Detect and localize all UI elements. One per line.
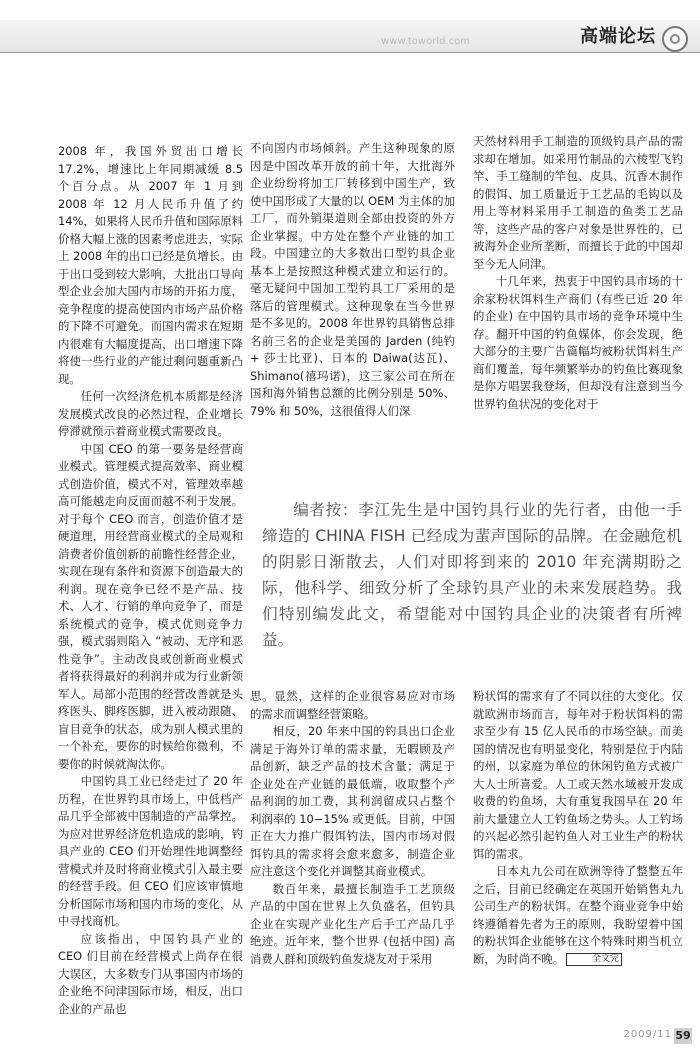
paragraph: 应该指出，中国钓具产业的 CEO 们目前在经营模式上尚存在很大误区，大多数专门从事国内市场的企业绝不问津国际市场，相反，出口企业的产品也 [58, 931, 243, 1016]
article-column-1 [58, 143, 243, 1018]
magazine-logo-icon [662, 26, 688, 52]
paragraph: 数百年来，最擅长制造手工艺顶级产品的中国在世界上久负盛名，但钓具企业在实现产业化生产后手工产品几乎绝迹。近年来，整个世界 (包括中国) 高消费人群和顶级钓鱼发烧友对于采用 [250, 881, 455, 966]
paragraph [473, 863, 683, 968]
article-column-2-bottom [250, 688, 455, 968]
paragraph: 相反，20 年来中国的钓具出口企业满足于海外订单的需求量，无暇顾及产品创新，缺乏产品的技术含量；满足于企业处在产业链的最低端，收取整个产品利润的加工费，其利润留成只占整个利润率的 10−15% 或更低。目前，中国正在大力推广假饵钓法，国内市场对假饵钓具的需求将会愈来愈多，制造企业应注意这个变化并调整其商业模式。 [250, 724, 455, 878]
paragraph: 2008 年，我国外贸出口增长 17.2%，增速比上年同期减缓 8.5 个百分点。从 2007 年 1 月到 2008 年 12 月人民币升值了约 14%，如果将人民币升值和国际原料价格大幅上涨的因素考虑进去，实际上 2008 年的出口已经是负增长。由于出口受到较大影响，大批出口导向型企业会加大国内市场的开拓力度，竞争程度的提高使国内市场产品价格的下降不可避免。而国内需求在短期内很难有大幅度提高，出口增速下降将使一些行业的产能过剩问题重新凸现。 [58, 144, 243, 386]
paragraph: 思。显然，这样的企业很容易应对市场的需求而调整经营策略。 [250, 689, 455, 721]
paragraph-text: 日本丸九公司在欧洲等待了整整五年之后，目前已经确定在英国开始销售丸九公司生产的粉状饵。在整个商业竞争中始终遵循着先者为王的原则，我盼望着中国的粉状饵企业能够在这个特殊时期当机立断，为时尚不晚。 [473, 864, 683, 966]
page-number: 59 [675, 1029, 691, 1042]
paragraph: 中国钓具工业已经走过了 20 年历程，在世界钓具市场上，中低档产品几乎全部被中国制造的产品掌控。为应对世界经济危机造成的影响，钓具产业的 CEO 们开始理性地调整经营模式并及时将商业模式引入最主要的经营手段。但 CEO 们应该审慎地分析国际市场和国内市场的变化，从中寻找商机。 [58, 774, 243, 928]
paragraph: 中国 CEO 的第一要务是经营商业模式。管理模式提高效率、商业模式创造价值，模式不对，管理效率越高可能越走向反面而越不利于发展。对于每个 CEO 而言，创造价值才是硬道理，用经营商业模式的全局观和消费者价值创新的前瞻性经营企业，实现在现有条件和资源下创造最大的利润。现在竞争已经不是产品、技术、人才、行销的单向竞争了，而是系统模式的竞争，模式优则竞争力强，模式弱则陷入 “被动、无序和恶性竞争”。主动改良或创新商业模式者将获得最好的利润并成为行业新领军人。局部小范围的经营改善就是头疼医头、脚疼医脚，进入被动跟随、盲目竞争的状态，成为别人模式里的一个补充，要你的时候给你微利，不要你的时候就淘汰你。 [58, 441, 243, 771]
paragraph: 天然材料用手工制造的顶级钓具产品的需求却在增加。如采用竹制品的六棱型飞钓竿、手工缝制的竿包、皮具、沉香木制作的假饵、加工质量近于工艺品的毛钩以及用上等材料采用手工制造的鱼类工艺品等，这些产品的客户对象是世界性的，已被海外企业所垄断，而擅长于此的中国却至今无人问津。 [473, 134, 683, 271]
paragraph: 粉状饵的需求有了不同以往的大变化。仅就欧洲市场而言，每年对于粉状饵料的需求至少有 15 亿人民币的市场空缺。而美国的情况也有明显变化，特别是位于内陆的州，以家庭为单位的休闲钓鱼方式被广大人士所喜爱。人工或天然水域被开发成收费的钓鱼场，大有重复我国早在 20 年前大量建立人工钓鱼场之势头。人工钓场的兴起必然引起钓鱼人对工业生产的粉状饵的需求。 [473, 689, 683, 861]
article-column-3-bottom [473, 688, 683, 968]
article-column-2-top [250, 140, 455, 420]
header-rule [0, 52, 700, 53]
header-watermark: www.toworld.com [381, 36, 470, 47]
end-mark: 全文完 [566, 953, 622, 966]
issue-date: 2009/11 [623, 1029, 672, 1040]
paragraph: 十几年来，热衷于中国钓具市场的十余家粉状饵料生产商们 (有些已近 20 年的企业) 在中国钓具市场的竞争环境中生存。翻开中国的钓鱼媒体，你会发现，绝大部分的主要广告篇幅均被粉状饵料生产商们覆盖，每年频繁举办的钓鱼比赛现象是你方唱罢我登场，但却没有注意到当今世界钓鱼状况的变化对于 [473, 274, 683, 411]
paragraph: 不向国内市场倾斜。产生这种现象的原因是中国改革开放的前十年，大批海外企业纷纷将加工厂转移到中国生产，致使中国形成了大量的以 OEM 为主体的加工厂，而外销渠道则全部由投资的外方企业掌握。中方处在整个产业链的加工段。中国建立的大多数出口型钓具企业基本上是按照这种模式建立和运行的。毫无疑问中国加工型钓具工厂采用的是落后的管理模式。这种现象在当今世界是不多见的。2008 年世界钓具销售总排名前三名的企业是美国的 Jarden (纯钓 + 莎士比亚)、日本的 Daiwa(达瓦)、Shimano(禧玛诺)，这三家公司在所在国和海外销售总额的比例分别是 50%、79% 和 50%，这很值得人们深 [250, 141, 455, 418]
editor-note: 编者按：李江先生是中国钓具行业的先行者，由他一手缔造的 CHINA FISH 已经成为蜚声国际的品牌。在金融危机的阴影日渐散去，人们对即将到来的 2010 年充满期盼之际，他科学、细致分析了全球钓具产业的未来发展趋势。我们特别编发此文，希望能对中国钓具企业的决策者有所裨益。 [262, 501, 682, 649]
paragraph: 任何一次经济危机本质都是经济发展模式改良的必然过程，企业增长停滞就预示着商业模式需要改良。 [58, 389, 243, 438]
article-column-3-top [473, 133, 683, 413]
section-title: 高端论坛 [580, 26, 656, 47]
